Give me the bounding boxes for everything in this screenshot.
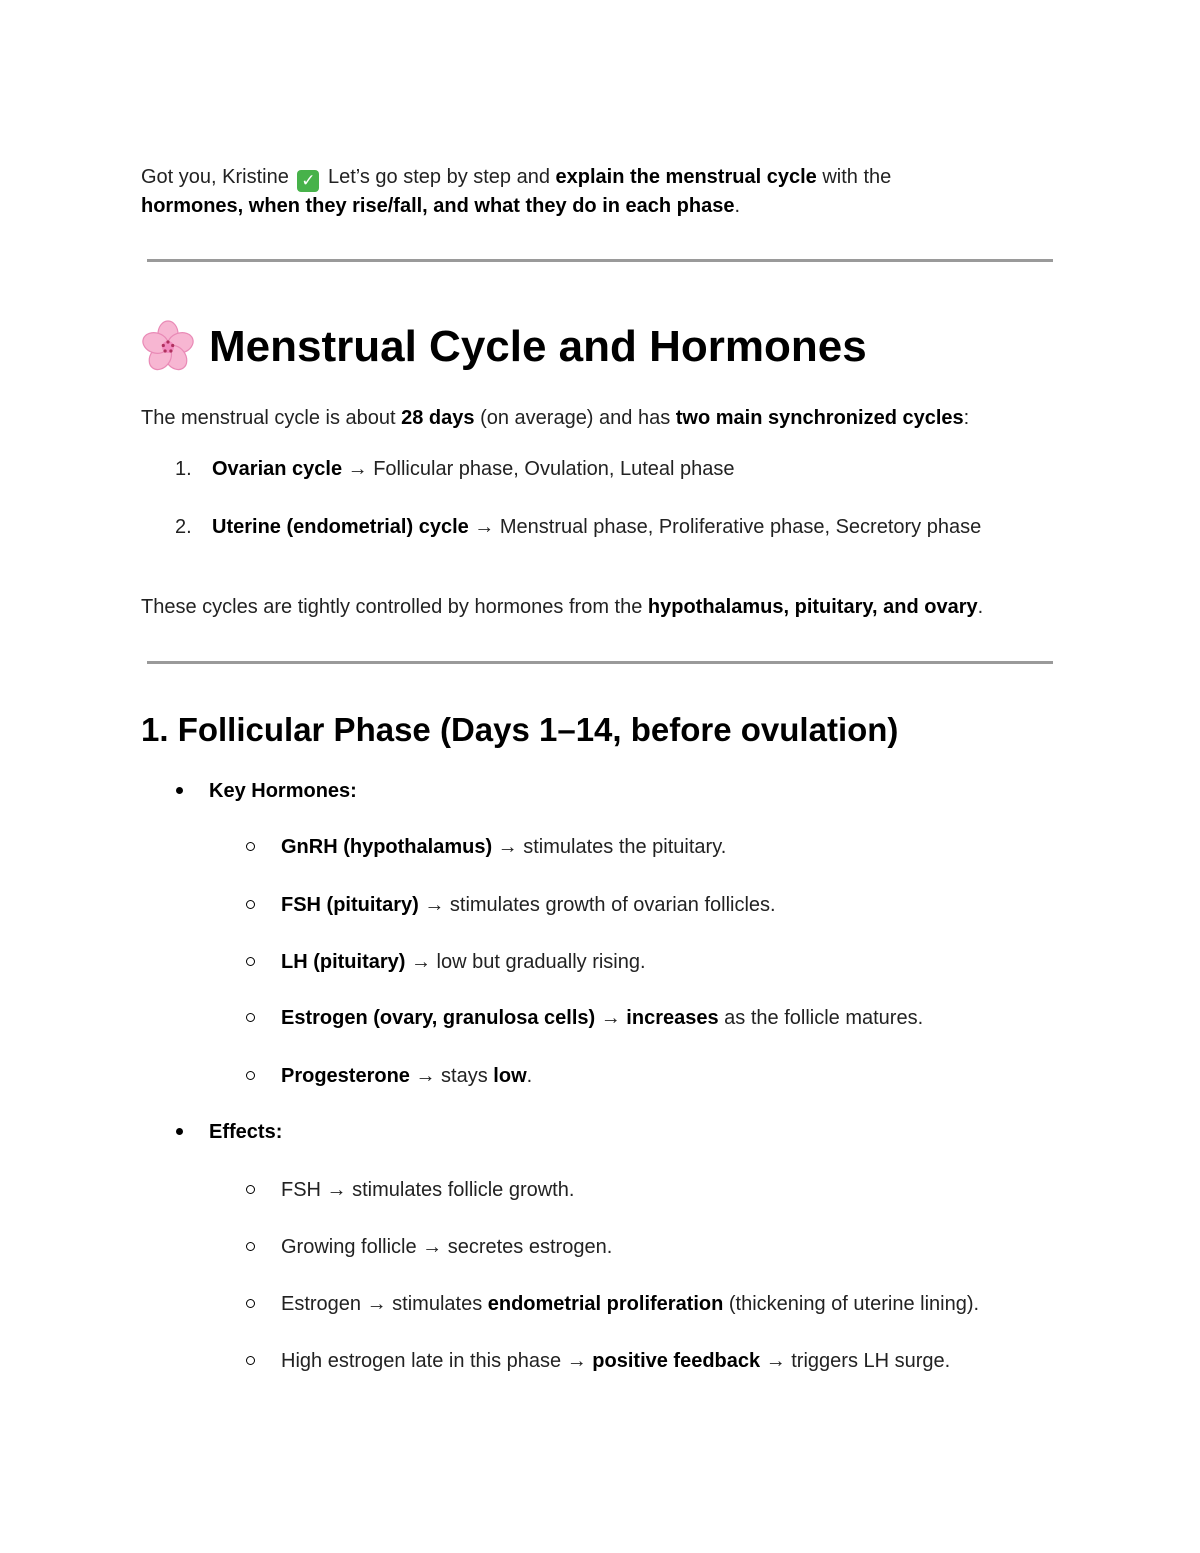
list-item: Estrogen → stimulates endometrial proliferation (thickening of uterine lining).: [246, 1291, 979, 1317]
circle-bullet-icon: [246, 842, 255, 851]
list-item: Growing follicle → secretes estrogen.: [246, 1234, 612, 1260]
intro-paragraph: Got you, Kristine ✓ Let’s go step by step and explain the menstrual cycle with the hormones, when they rise/fall, and what they do in each phase.: [141, 166, 892, 217]
page-title: [141, 318, 867, 376]
circle-bullet-icon: [246, 1242, 255, 1251]
circle-bullet-icon: [246, 1299, 255, 1308]
list-item: Effects:: [176, 1119, 282, 1145]
circle-bullet-icon: [246, 1013, 255, 1022]
intro-text: Got you, Kristine: [141, 166, 289, 188]
list-item: LH (pituitary) → low but gradually rising.: [246, 949, 646, 975]
list-item: Estrogen (ovary, granulosa cells) → increases as the follicle matures.: [246, 1005, 923, 1031]
list-item: High estrogen late in this phase → positive feedback → triggers LH surge.: [246, 1348, 950, 1374]
list-item: 2. Uterine (endometrial) cycle → Menstrual phase, Proliferative phase, Secretory phase: [175, 516, 982, 538]
control-paragraph: These cycles are tightly controlled by hormones from the hypothalamus, pituitary, and ovary.: [141, 596, 984, 618]
list-item: 1. Ovarian cycle → Follicular phase, Ovulation, Luteal phase: [175, 458, 735, 480]
circle-bullet-icon: [246, 900, 255, 909]
list-item: Progesterone → stays low.: [246, 1063, 532, 1089]
bullet-icon: [176, 787, 183, 794]
divider: [147, 661, 1053, 664]
list-item: Key Hormones:: [176, 778, 357, 804]
circle-bullet-icon: [246, 1185, 255, 1194]
cherry-blossom-icon: [141, 320, 195, 374]
circle-bullet-icon: [246, 957, 255, 966]
bullet-icon: [176, 1128, 183, 1135]
circle-bullet-icon: [246, 1356, 255, 1365]
list-item: GnRH (hypothalamus) → stimulates the pituitary.: [246, 834, 726, 860]
divider: [147, 259, 1053, 262]
section-heading: 1. Follicular Phase (Days 1–14, before ovulation): [141, 711, 899, 748]
list-item: FSH (pituitary) → stimulates growth of ovarian follicles.: [246, 892, 776, 918]
page-title-text: Menstrual Cycle and Hormones: [209, 322, 867, 371]
circle-bullet-icon: [246, 1071, 255, 1080]
check-mark-icon: ✓: [297, 170, 319, 192]
list-item: FSH → stimulates follicle growth.: [246, 1177, 574, 1203]
overview-paragraph: The menstrual cycle is about 28 days (on average) and has two main synchronized cycles:: [141, 407, 970, 429]
